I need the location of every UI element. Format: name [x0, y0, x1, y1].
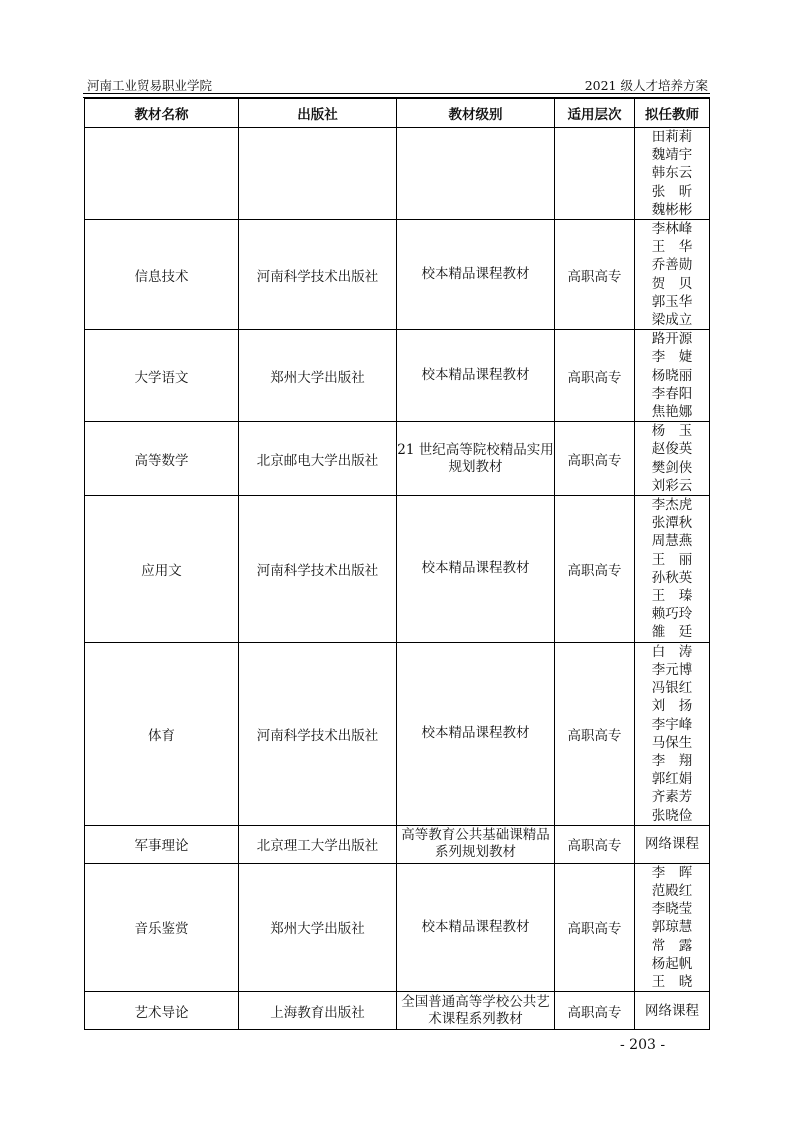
teacher-name: 张潭秋 — [651, 515, 693, 532]
teacher-name: 王 晓 — [651, 973, 693, 990]
teacher-name: 白 涛 — [651, 643, 693, 660]
textbook-name-cell: 艺术导论 — [85, 992, 239, 1030]
teachers-cell — [635, 422, 710, 496]
teacher-name: 田莉莉 — [651, 129, 693, 145]
teacher-name: 杨 玉 — [651, 423, 693, 440]
teacher-name: 雒 廷 — [651, 624, 693, 641]
scope-cell: 高职高专 — [555, 496, 635, 643]
teacher-name: 齐素芳 — [651, 789, 693, 806]
page-number: - 203 - — [620, 1037, 666, 1053]
column-header-teachers: 拟任教师 — [635, 99, 710, 128]
table-header-row — [85, 99, 710, 128]
header-rule — [83, 93, 710, 94]
table-row — [85, 128, 710, 220]
scope-cell: 高职高专 — [555, 825, 635, 863]
table-row — [85, 642, 710, 825]
teacher-name: 郭琼慧 — [651, 919, 693, 936]
textbook-name-cell — [85, 128, 239, 220]
scope-cell: 高职高专 — [555, 330, 635, 422]
teacher-name: 孙秋英 — [651, 569, 693, 586]
teacher-name: 魏靖宇 — [651, 147, 693, 164]
teacher-name: 范殿红 — [651, 882, 693, 899]
page-header — [83, 76, 710, 94]
teacher-name: 魏彬彬 — [651, 201, 693, 218]
teacher-name: 李林峰 — [651, 221, 693, 238]
teacher-name: 冯银红 — [651, 680, 693, 697]
column-header-level: 教材级别 — [397, 99, 555, 128]
teacher-name: 乔善勋 — [651, 257, 693, 274]
table-row — [85, 863, 710, 991]
teachers-cell — [635, 128, 710, 220]
table-row — [85, 992, 710, 1030]
teacher-name: 网络课程 — [645, 836, 699, 853]
table-row — [85, 496, 710, 643]
teacher-name: 赵俊英 — [651, 441, 693, 458]
teacher-name: 常 露 — [651, 937, 693, 954]
textbook-table — [84, 98, 710, 1030]
school-name: 河南工业贸易职业学院 — [87, 78, 213, 93]
column-header-scope: 适用层次 — [555, 99, 635, 128]
teachers-cell — [635, 992, 710, 1030]
publisher-cell: 北京邮电大学出版社 — [239, 422, 397, 496]
scope-cell: 高职高专 — [555, 422, 635, 496]
level-cell: 21 世纪高等院校精品实用规划教材 — [397, 422, 555, 496]
column-header-publisher: 出版社 — [239, 99, 397, 128]
teachers-cell — [635, 496, 710, 643]
publisher-cell: 郑州大学出版社 — [239, 330, 397, 422]
teacher-name: 李杰虎 — [651, 497, 693, 514]
teacher-name: 郭红娟 — [651, 771, 693, 788]
document-title: 2021 级人才培养方案 — [584, 78, 708, 93]
teacher-name: 韩东云 — [651, 165, 693, 182]
table-row — [85, 330, 710, 422]
teacher-name: 网络课程 — [645, 1002, 699, 1019]
textbook-name-cell: 高等数学 — [85, 422, 239, 496]
level-cell: 校本精品课程教材 — [397, 220, 555, 330]
level-cell: 全国普通高等学校公共艺术课程系列教材 — [397, 992, 555, 1030]
publisher-cell: 北京理工大学出版社 — [239, 825, 397, 863]
textbook-name-cell: 军事理论 — [85, 825, 239, 863]
textbook-name-cell: 信息技术 — [85, 220, 239, 330]
teachers-cell — [635, 825, 710, 863]
teacher-name: 马保生 — [651, 734, 693, 751]
teacher-name: 李元博 — [651, 661, 693, 678]
teacher-name: 路开源 — [651, 331, 693, 348]
textbook-name-cell: 体育 — [85, 642, 239, 825]
teacher-name: 杨起帆 — [651, 955, 693, 972]
column-header-name: 教材名称 — [85, 99, 239, 128]
teachers-cell — [635, 220, 710, 330]
teacher-name: 樊剑侠 — [651, 459, 693, 476]
table-row — [85, 220, 710, 330]
teacher-name: 李 婕 — [651, 349, 693, 366]
scope-cell — [555, 128, 635, 220]
scope-cell: 高职高专 — [555, 992, 635, 1030]
table-row — [85, 825, 710, 863]
teacher-name: 贺 贝 — [651, 275, 693, 292]
teacher-name: 李宇峰 — [651, 716, 693, 733]
teacher-name: 梁成立 — [651, 312, 693, 329]
level-cell: 校本精品课程教材 — [397, 496, 555, 643]
level-cell: 校本精品课程教材 — [397, 330, 555, 422]
level-cell: 校本精品课程教材 — [397, 863, 555, 991]
teacher-name: 周慧燕 — [651, 533, 693, 550]
publisher-cell: 河南科学技术出版社 — [239, 496, 397, 643]
teacher-name: 郭玉华 — [651, 293, 693, 310]
level-cell: 高等教育公共基础课精品系列规划教材 — [397, 825, 555, 863]
publisher-cell: 河南科学技术出版社 — [239, 642, 397, 825]
table-row — [85, 422, 710, 496]
teacher-name: 张 昕 — [651, 183, 693, 200]
textbook-name-cell: 应用文 — [85, 496, 239, 643]
teacher-name: 王 华 — [651, 239, 693, 256]
publisher-cell: 郑州大学出版社 — [239, 863, 397, 991]
textbook-name-cell: 音乐鉴赏 — [85, 863, 239, 991]
teacher-name: 王 丽 — [651, 551, 693, 568]
teacher-name: 刘 扬 — [651, 698, 693, 715]
scope-cell: 高职高专 — [555, 642, 635, 825]
scope-cell: 高职高专 — [555, 863, 635, 991]
teacher-name: 李春阳 — [651, 385, 693, 402]
publisher-cell: 河南科学技术出版社 — [239, 220, 397, 330]
teacher-name: 张晓俭 — [651, 807, 693, 824]
teacher-name: 焦艳娜 — [651, 404, 693, 421]
teacher-name: 刘彩云 — [651, 477, 693, 494]
textbook-name-cell: 大学语文 — [85, 330, 239, 422]
teacher-name: 杨晓丽 — [651, 367, 693, 384]
teacher-name: 李晓莹 — [651, 901, 693, 918]
publisher-cell — [239, 128, 397, 220]
teachers-cell — [635, 642, 710, 825]
teachers-cell — [635, 330, 710, 422]
teacher-name: 李 翔 — [651, 752, 693, 769]
teacher-name: 赖巧玲 — [651, 606, 693, 623]
teachers-cell — [635, 863, 710, 991]
level-cell — [397, 128, 555, 220]
publisher-cell: 上海教育出版社 — [239, 992, 397, 1030]
level-cell: 校本精品课程教材 — [397, 642, 555, 825]
teacher-name: 李 晖 — [651, 864, 693, 881]
teacher-name: 王 瑧 — [651, 588, 693, 605]
scope-cell: 高职高专 — [555, 220, 635, 330]
